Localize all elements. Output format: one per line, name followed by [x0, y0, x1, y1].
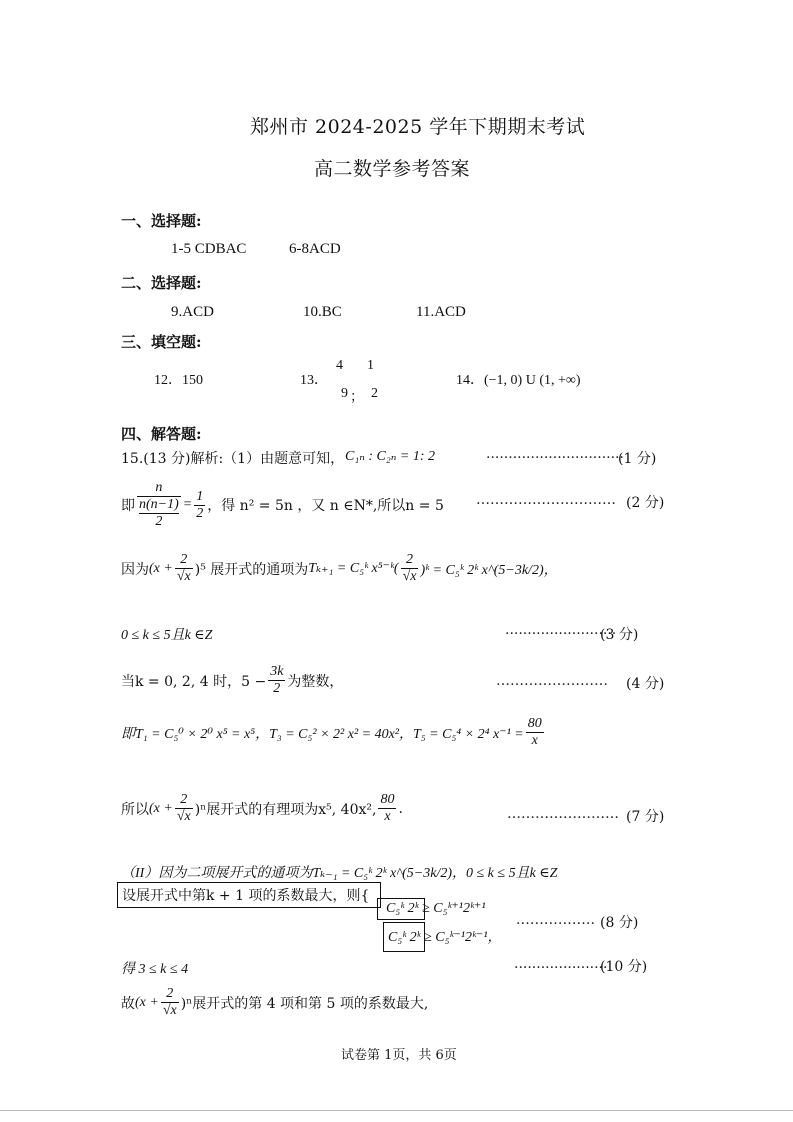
- q15-l7-frac2: [378, 792, 396, 825]
- q15-l7-frac-num: 2: [180, 792, 188, 807]
- q15-l5-frac: [268, 664, 285, 697]
- page-subtitle: 高二数学参考答案: [314, 158, 471, 180]
- answer-11: 11.ACD: [416, 304, 466, 320]
- q15-line-2: [121, 480, 444, 530]
- answer-13-den1: 9: [341, 386, 348, 401]
- q15-part2-sys1: C₅ᵏ 2ᵏ ≥ C₅ᵏ⁺¹2ᵏ⁺¹: [386, 901, 486, 916]
- answer-14: 14．(−1, 0) U (1, +∞): [456, 373, 581, 388]
- q15-l2-frac-den: [137, 496, 181, 530]
- q15-line-3: [121, 552, 558, 585]
- page-footer: 试卷第 1页，共 6页: [341, 1048, 457, 1063]
- q15-l7-c: )ⁿ展开式的有理项为x⁵, 40x²,: [194, 801, 377, 818]
- q15-l2-frac-den-top: n(n−1): [139, 497, 179, 512]
- answer-13-num1: 4: [336, 358, 343, 373]
- page-bottom-rule: [0, 1110, 793, 1111]
- q15-part2-result: 得 3 ≤ k ≤ 4: [121, 962, 189, 977]
- q15-leader-7: ……………………: [507, 806, 619, 822]
- q15-p4-frac-num: 2: [166, 986, 174, 1001]
- q15-l3-prefix: 因为: [121, 561, 149, 578]
- q15-l7-a: 所以: [121, 801, 149, 818]
- section-heading-4: 四、解答题:: [121, 425, 202, 443]
- q15-l3-frac2-num: 2: [406, 552, 414, 567]
- q15-l7-frac2-num: 80: [380, 792, 395, 807]
- q15-score-2: (2 分): [626, 495, 665, 511]
- q15-score-4: (4 分): [626, 676, 665, 692]
- q15-intro: 15.(13 分)解析:（1）由题意可知，: [121, 451, 345, 467]
- q15-leader-1: ...............................: [486, 446, 624, 462]
- q15-p4-frac-den: √x: [162, 1003, 177, 1018]
- q15-l5-a: 当k = 0, 2, 4 时，5 −: [121, 673, 267, 690]
- q15-leader-2: …………………………: [476, 492, 616, 508]
- q15-l6-a: 即T₁ = C₅⁰ × 2⁰ x⁵ = x⁵，T₃ = C₅² × 2² x² = 40x²，T₅ = C₅⁴ × 2⁴ x⁻¹ =: [121, 726, 524, 742]
- q15-line-5: [121, 664, 343, 697]
- q15-l2-half-num: 1: [196, 488, 204, 504]
- q15-l2-eq: =: [182, 497, 193, 512]
- answer-13-den2: 2: [371, 386, 378, 401]
- q15-range: 0 ≤ k ≤ 5且k ∈Z: [121, 628, 213, 643]
- q15-l3-frac: [175, 552, 193, 585]
- q15-l2-half: [194, 489, 205, 522]
- answer-13-num2: 1: [367, 358, 374, 373]
- q15-l2-prefix: 即: [121, 498, 135, 514]
- answer-6-8: 6-8ACD: [289, 241, 341, 257]
- q15-p4-a: 故: [121, 995, 135, 1012]
- section-heading-1: 一、选择题:: [121, 212, 202, 230]
- answer-13-label: 13．: [300, 373, 328, 388]
- q15-leader-8: .…………….: [516, 912, 595, 928]
- q15-l3-frac-num: 2: [180, 552, 188, 567]
- q15-leader-3: .........................: [505, 622, 617, 638]
- q15-part2-line2: 设展开式中第k + 1 项的系数最大，则{: [122, 888, 370, 904]
- q15-line-7: [121, 792, 403, 825]
- q15-l6-frac: [526, 716, 544, 749]
- q15-score-10: (10 分): [600, 959, 648, 975]
- q15-l2-frac: [137, 480, 181, 530]
- q15-leader-10: .....................: [514, 956, 608, 972]
- q15-l2-half-den: 2: [196, 505, 204, 521]
- q15-l3-a: (x +: [149, 560, 173, 576]
- q15-score-8: (8 分): [600, 915, 639, 931]
- answer-13-sep: ；: [350, 390, 364, 405]
- q15-l5-b: 为整数，: [287, 673, 344, 690]
- answer-9: 9.ACD: [171, 304, 214, 320]
- q15-p4-b: (x +: [135, 994, 159, 1010]
- q15-p4-frac: [161, 986, 179, 1019]
- q15-l7-frac-den: √x: [176, 809, 191, 824]
- q15-l2-frac-den-bot: 2: [139, 513, 179, 530]
- q15-l3-d: )ᵏ = C₅ᵏ 2ᵏ x^(5−3k/2)，: [420, 562, 558, 578]
- section-heading-3: 三、填空题:: [121, 333, 202, 351]
- q15-l3-c: Tₖ₊₁ = C₅ᵏ x⁵⁻ᵏ(: [308, 561, 399, 576]
- q15-l7-d: .: [398, 800, 403, 817]
- q15-ratio: C₁ₙ : C₂ₙ = 1: 2: [345, 449, 436, 464]
- q15-l7-b: (x +: [149, 800, 173, 816]
- answer-1-5: 1-5 CDBAC: [171, 241, 247, 257]
- q15-p4-c: )ⁿ展开式的第 4 项和第 5 项的系数最大,: [180, 995, 429, 1012]
- q15-score-7: (7 分): [626, 809, 665, 825]
- q15-leader-4: ……………………: [496, 673, 608, 689]
- q15-l3-b: )⁵ 展开式的通项为: [194, 561, 309, 578]
- q15-l7-frac2-den: x: [378, 808, 396, 825]
- q15-l2-frac-num: n: [155, 480, 163, 495]
- q15-part2-line1: （II）因为二项展开式的通项为Tₖ₋₁ = C₅ᵏ 2ᵏ x^(5−3k/2)，0 ≤ k ≤ 5且k ∈Z: [121, 866, 558, 881]
- q15-l3-frac2: [401, 552, 419, 585]
- q15-conclusion: [121, 986, 428, 1019]
- answer-10: 10.BC: [303, 304, 342, 320]
- q15-l6-frac-den: x: [526, 732, 544, 749]
- answer-12: 12．150: [154, 373, 203, 388]
- page-title: 郑州市 2024-2025 学年下期期末考试: [250, 116, 586, 138]
- q15-line-6: [121, 716, 546, 749]
- q15-l5-frac-den: 2: [268, 680, 285, 697]
- q15-part2-sys2: C₅ᵏ 2ᵏ ≥ C₅ᵏ⁻¹2ᵏ⁻¹，: [388, 930, 502, 945]
- q15-score-3: (3 分): [600, 627, 639, 643]
- section-heading-2: 二、选择题:: [121, 274, 202, 292]
- q15-l6-frac-num: 80: [527, 716, 542, 731]
- q15-score-1: (1 分): [618, 451, 657, 467]
- q15-l7-frac: [175, 792, 193, 825]
- q15-l3-frac2-den: √x: [402, 569, 417, 584]
- q15-l2-rest: ，得 n² = 5n ，又 n ∈N*,所以n = 5: [207, 498, 444, 514]
- q15-l5-frac-num: 3k: [270, 664, 284, 679]
- q15-l3-frac-den: √x: [176, 569, 191, 584]
